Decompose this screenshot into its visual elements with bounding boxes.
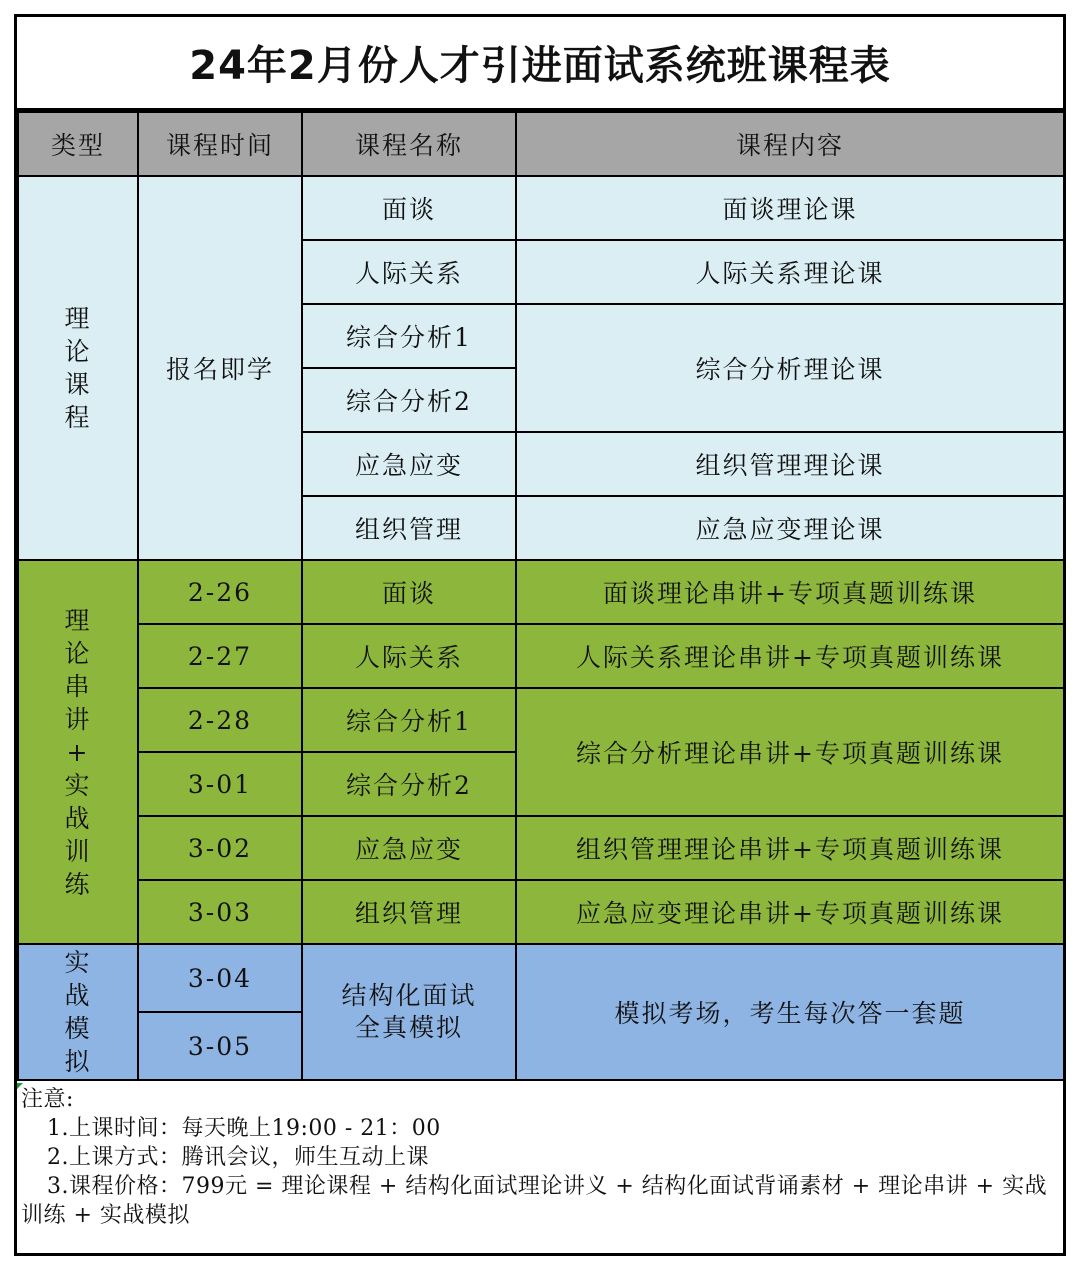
note-line-3: 3.课程价格：799元 = 理论课程 + 结构化面试理论讲义 + 结构化面试背诵素材 + 理论串讲 + 实战训练 + 实战模拟	[21, 1174, 1048, 1228]
course-name: 结构化面试 全真模拟	[302, 944, 516, 1080]
notes-heading: 注意:	[21, 1087, 74, 1112]
course-time: 2-27	[138, 624, 302, 688]
header-type: 类型	[18, 112, 138, 176]
header-time: 课程时间	[138, 112, 302, 176]
course-name: 人际关系	[302, 240, 516, 304]
course-content: 综合分析理论串讲+专项真题训练课	[516, 688, 1064, 816]
course-time: 3-03	[138, 880, 302, 944]
course-content: 应急应变理论串讲+专项真题训练课	[516, 880, 1064, 944]
course-name: 组织管理	[302, 880, 516, 944]
course-time: 3-01	[138, 752, 302, 816]
page-title: 24年2月份人才引进面试系统班课程表	[17, 17, 1063, 111]
table-row	[18, 176, 1064, 240]
course-name: 面谈	[302, 560, 516, 624]
table-row	[18, 816, 1064, 880]
course-name: 综合分析2	[302, 752, 516, 816]
course-content: 应急应变理论课	[516, 496, 1064, 560]
note-line-1: 1.上课时间：每天晚上19:00 - 21：00	[47, 1116, 441, 1141]
table-row	[18, 944, 1064, 1012]
course-time: 2-28	[138, 688, 302, 752]
course-name: 综合分析2	[302, 368, 516, 432]
course-name: 组织管理	[302, 496, 516, 560]
note-line-2: 2.上课方式：腾讯会议，师生互动上课	[47, 1145, 429, 1170]
header-content: 课程内容	[516, 112, 1064, 176]
course-time: 3-05	[138, 1012, 302, 1080]
course-name: 应急应变	[302, 816, 516, 880]
course-name: 综合分析1	[302, 688, 516, 752]
schedule-frame	[14, 14, 1066, 1256]
course-time: 3-04	[138, 944, 302, 1012]
course-name: 综合分析1	[302, 304, 516, 368]
course-content: 人际关系理论串讲+专项真题训练课	[516, 624, 1064, 688]
course-name: 人际关系	[302, 624, 516, 688]
course-name: 面谈	[302, 176, 516, 240]
course-content: 模拟考场，考生每次答一套题	[516, 944, 1064, 1080]
table-row	[18, 560, 1064, 624]
type-practice: 理 论 串 讲 + 实 战 训 练	[18, 560, 138, 944]
type-mock: 实 战 模 拟	[18, 944, 138, 1080]
header-row	[18, 112, 1064, 176]
time-theory: 报名即学	[138, 176, 302, 560]
table-row	[18, 624, 1064, 688]
course-content: 组织管理理论串讲+专项真题训练课	[516, 816, 1064, 880]
course-content: 人际关系理论课	[516, 240, 1064, 304]
course-time: 3-02	[138, 816, 302, 880]
notes-section	[21, 1085, 1057, 1230]
header-name: 课程名称	[302, 112, 516, 176]
course-name: 应急应变	[302, 432, 516, 496]
type-theory: 理 论 课 程	[18, 176, 138, 560]
table-row	[18, 880, 1064, 944]
schedule-table	[17, 111, 1065, 1081]
course-content: 组织管理理论课	[516, 432, 1064, 496]
course-content: 面谈理论课	[516, 176, 1064, 240]
table-row	[18, 688, 1064, 752]
course-content: 面谈理论串讲+专项真题训练课	[516, 560, 1064, 624]
course-content: 综合分析理论课	[516, 304, 1064, 432]
course-time: 2-26	[138, 560, 302, 624]
